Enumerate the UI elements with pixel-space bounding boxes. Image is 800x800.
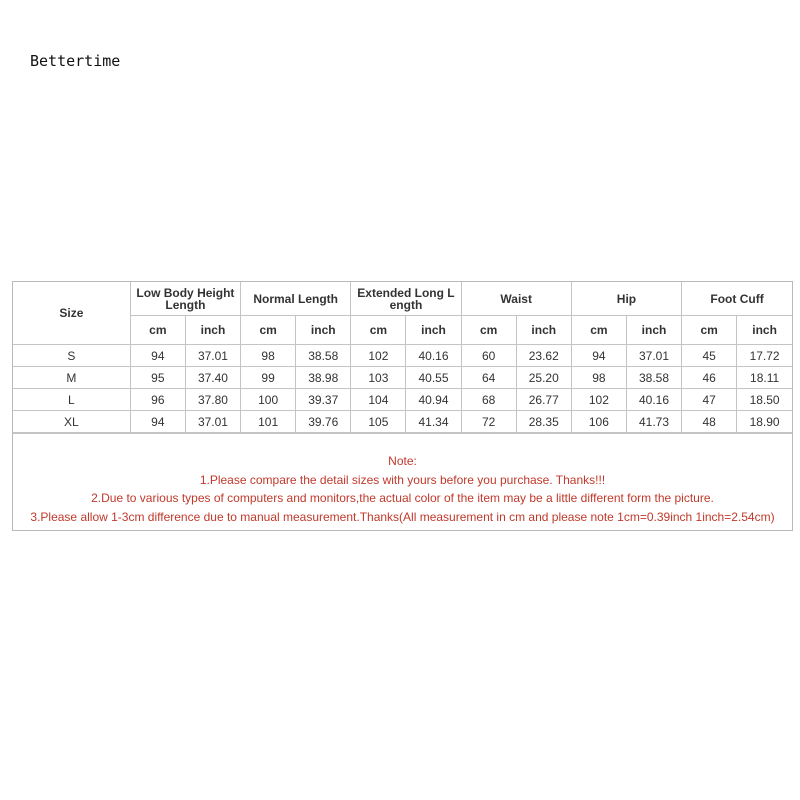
table-cell: 37.80 — [185, 389, 240, 411]
table-cell: 46 — [682, 367, 737, 389]
table-cell: 64 — [461, 367, 516, 389]
group-header-hip: Hip — [571, 282, 681, 316]
unit-header-inch: inch — [406, 316, 461, 345]
table-row — [13, 345, 792, 367]
header-row-units — [13, 316, 792, 345]
group-header-waist: Waist — [461, 282, 571, 316]
table-cell: 18.90 — [737, 411, 792, 433]
table-cell: 37.01 — [626, 345, 681, 367]
size-cell: XL — [13, 411, 130, 433]
table-cell: 101 — [241, 411, 296, 433]
group-header-foot-cuff: Foot Cuff — [682, 282, 792, 316]
table-cell: 26.77 — [516, 389, 571, 411]
unit-header-cm: cm — [461, 316, 516, 345]
table-cell: 60 — [461, 345, 516, 367]
table-cell: 37.01 — [185, 345, 240, 367]
table-cell: 45 — [682, 345, 737, 367]
size-table — [13, 282, 792, 433]
table-cell: 39.37 — [296, 389, 351, 411]
unit-header-cm: cm — [241, 316, 296, 345]
table-cell: 17.72 — [737, 345, 792, 367]
table-cell: 104 — [351, 389, 406, 411]
note-line-1: 1.Please compare the detail sizes with yours before you purchase. Thanks!!! — [199, 472, 606, 487]
table-cell: 99 — [241, 367, 296, 389]
unit-header-cm: cm — [682, 316, 737, 345]
table-row — [13, 389, 792, 411]
table-cell: 40.16 — [626, 389, 681, 411]
brand-name: Bettertime — [30, 52, 121, 70]
size-cell: L — [13, 389, 130, 411]
table-row — [13, 411, 792, 433]
table-cell: 98 — [571, 367, 626, 389]
table-cell: 25.20 — [516, 367, 571, 389]
table-cell: 38.58 — [296, 345, 351, 367]
table-cell: 39.76 — [296, 411, 351, 433]
size-chart — [12, 281, 793, 531]
size-column-header: Size — [13, 282, 130, 345]
table-cell: 94 — [130, 411, 185, 433]
table-cell: 40.16 — [406, 345, 461, 367]
unit-header-inch: inch — [626, 316, 681, 345]
unit-header-cm: cm — [351, 316, 406, 345]
table-cell: 41.34 — [406, 411, 461, 433]
table-cell: 47 — [682, 389, 737, 411]
note-line-2: 2.Due to various types of computers and monitors,the actual color of the item may be a little different form the picture. — [91, 491, 714, 505]
group-header-low-body-height-length: Low Body Height Length — [130, 282, 240, 316]
table-cell: 18.11 — [737, 367, 792, 389]
notes-title: Note: — [388, 454, 417, 468]
table-cell: 94 — [130, 345, 185, 367]
table-cell: 40.94 — [406, 389, 461, 411]
table-cell: 38.98 — [296, 367, 351, 389]
table-cell: 105 — [351, 411, 406, 433]
unit-header-cm: cm — [571, 316, 626, 345]
size-cell: M — [13, 367, 130, 389]
table-cell: 106 — [571, 411, 626, 433]
table-cell: 38.58 — [626, 367, 681, 389]
table-cell: 41.73 — [626, 411, 681, 433]
table-cell: 40.55 — [406, 367, 461, 389]
table-cell: 96 — [130, 389, 185, 411]
table-cell: 48 — [682, 411, 737, 433]
note-line-3: 3.Please allow 1-3cm difference due to manual measurement.Thanks(All measurement in cm and please note 1cm=0.39inch 1inch=2.54cm) — [30, 509, 775, 524]
header-row-groups — [13, 282, 792, 316]
notes-section — [13, 433, 792, 530]
table-cell: 102 — [351, 345, 406, 367]
group-header-normal-length: Normal Length — [241, 282, 351, 316]
table-cell: 37.40 — [185, 367, 240, 389]
table-cell: 94 — [571, 345, 626, 367]
unit-header-inch: inch — [185, 316, 240, 345]
table-cell: 37.01 — [185, 411, 240, 433]
table-cell: 72 — [461, 411, 516, 433]
unit-header-inch: inch — [516, 316, 571, 345]
table-cell: 102 — [571, 389, 626, 411]
size-cell: S — [13, 345, 130, 367]
table-cell: 95 — [130, 367, 185, 389]
table-cell: 23.62 — [516, 345, 571, 367]
group-header-extended-long-length: Extended Long L ength — [351, 282, 461, 316]
unit-header-inch: inch — [296, 316, 351, 345]
table-cell: 98 — [241, 345, 296, 367]
table-cell: 100 — [241, 389, 296, 411]
table-cell: 103 — [351, 367, 406, 389]
unit-header-cm: cm — [130, 316, 185, 345]
unit-header-inch: inch — [737, 316, 792, 345]
table-cell: 68 — [461, 389, 516, 411]
table-row — [13, 367, 792, 389]
table-cell: 18.50 — [737, 389, 792, 411]
table-cell: 28.35 — [516, 411, 571, 433]
